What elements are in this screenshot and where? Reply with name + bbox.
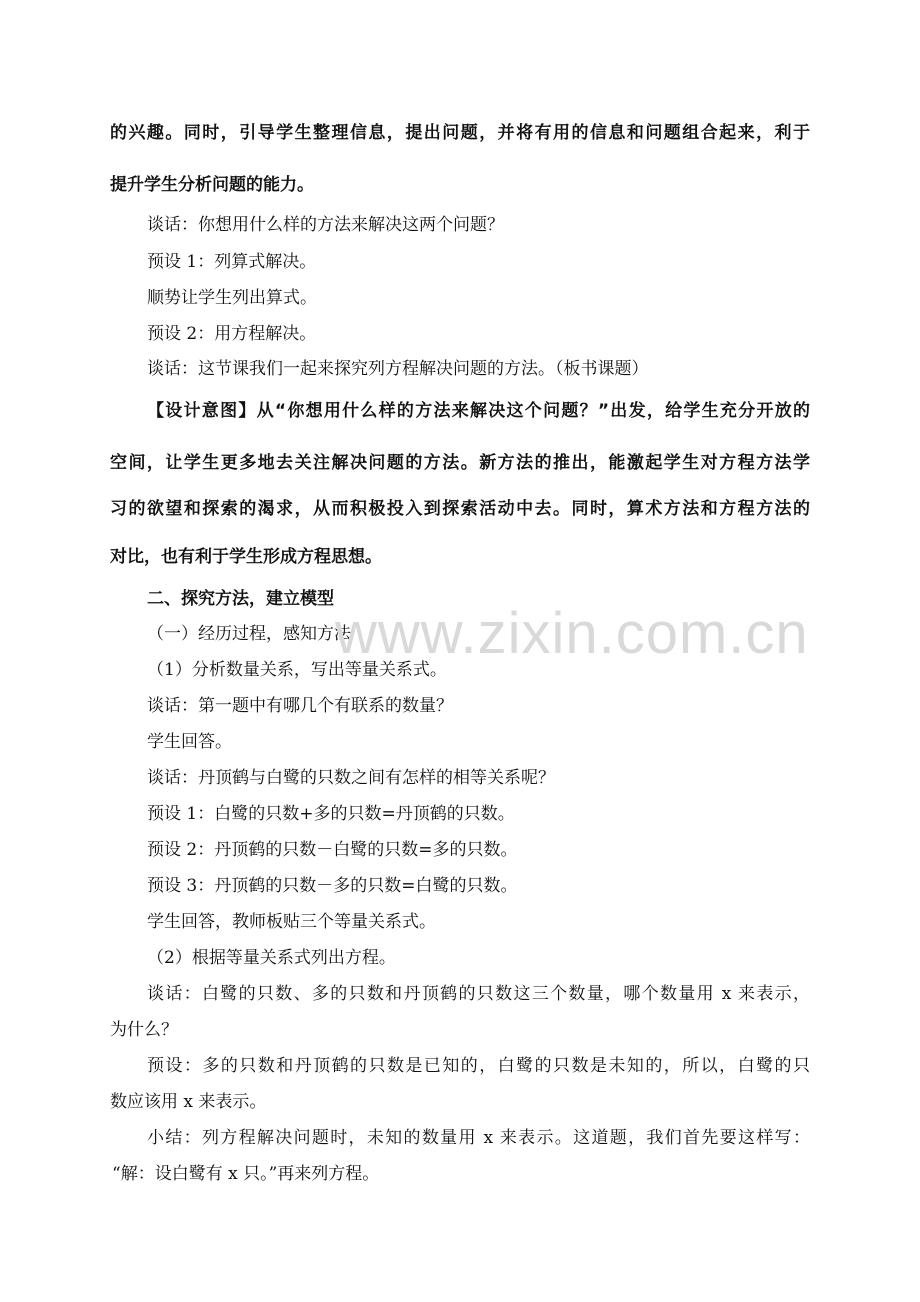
paragraph-line: 小结：列方程解决问题时，未知的数量用 x 来表示。这道题，我们首先要这样写：	[147, 1128, 810, 1148]
paragraph-line: 学生回答。	[147, 732, 232, 752]
paragraph-line: 学生回答，教师板贴三个等量关系式。	[147, 912, 436, 932]
paragraph-line: 对比，也有利于学生形成方程思想。	[110, 547, 382, 567]
paragraph-line: 谈话：这节课我们一起来探究列方程解决问题的方法。（板书课题）	[147, 359, 649, 379]
paragraph-line: 预设 2：丹顶鹤的只数－白鹭的只数=多的只数。	[147, 840, 518, 860]
paragraph-line: 谈话：你想用什么样的方法来解决这两个问题？	[147, 215, 504, 235]
paragraph-line: 预设 2：用方程解决。	[147, 324, 317, 344]
paragraph-line: 预设 3：丹顶鹤的只数－多的只数=白鹭的只数。	[147, 876, 518, 896]
section-heading: 二、探究方法，建立模型	[147, 589, 334, 609]
paragraph-line: （2）根据等量关系式列出方程。	[147, 948, 396, 968]
subsection-heading: （一）经历过程，感知方法	[147, 624, 351, 644]
paragraph-line: 数应该用 x 来表示。	[110, 1092, 267, 1112]
paragraph-line: 谈话：第一题中有哪几个有联系的数量？	[147, 696, 453, 716]
paragraph-line: 顺势让学生列出算式。	[147, 288, 317, 308]
paragraph-line: 空间，让学生更多地去关注解决问题的方法。新方法的推出，能激起学生对方程方法学	[110, 453, 810, 473]
paragraph-line: 的兴趣。同时，引导学生整理信息，提出问题，并将有用的信息和问题组合起来，利于	[110, 123, 810, 143]
paragraph-line: 习的欲望和探索的渴求，从而积极投入到探索活动中去。同时，算术方法和方程方法的	[110, 499, 810, 519]
paragraph-line: 预设：多的只数和丹顶鹤的只数是已知的，白鹭的只数是未知的，所以，白鹭的只	[147, 1056, 810, 1076]
paragraph-line: 提升学生分析问题的能力。	[110, 175, 314, 195]
paragraph-line: 为什么？	[110, 1020, 178, 1040]
design-intent-heading-line: 【设计意图】从“你想用什么样的方法来解决这个问题？”出发，给学生充分开放的	[147, 401, 810, 421]
watermark: www.zixin.com.cn	[335, 601, 809, 666]
paragraph-line: 预设 1：白鹭的只数+多的只数=丹顶鹤的只数。	[147, 804, 515, 824]
paragraph-line: 谈话：白鹭的只数、多的只数和丹顶鹤的只数这三个数量，哪个数量用 x 来表示，	[147, 984, 810, 1004]
paragraph-line: （1）分析数量关系，写出等量关系式。	[147, 660, 447, 680]
paragraph-line: 预设 1：列算式解决。	[147, 252, 317, 272]
paragraph-line: “解：设白鹭有 x 只。”再来列方程。	[112, 1164, 380, 1184]
paragraph-line: 谈话：丹顶鹤与白鹭的只数之间有怎样的相等关系呢？	[147, 768, 555, 788]
